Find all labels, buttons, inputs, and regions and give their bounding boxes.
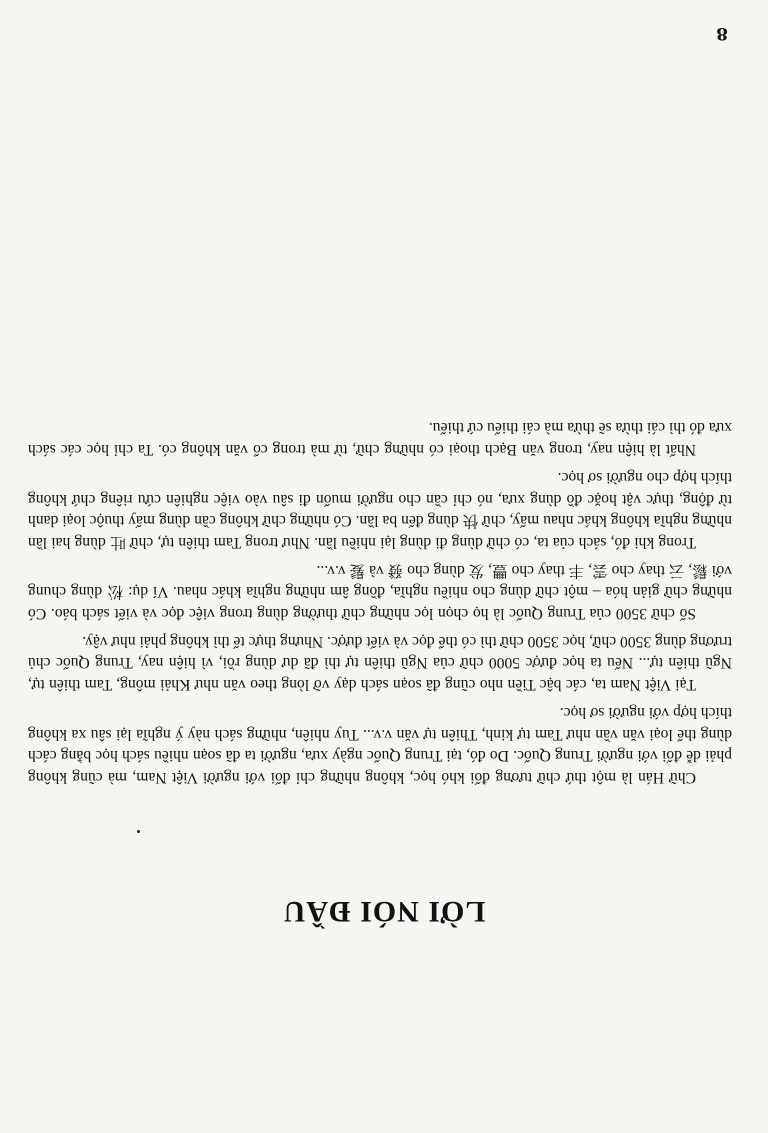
page-number: 8 <box>716 23 728 43</box>
paragraph: Tại Việt Nam ta, các bậc Tiền nho cũng đã soạn sách dạy vỡ lòng theo văn như Khải mông, Tam thiên tự, Ngũ thiên tự... Nếu ta học được 5000 chữ của Ngũ thiên tự thì đã dư dùng rồi, vì hiện nay, Trung Quốc chủ trương dùng 3500 chữ, học 3500 chữ thì có thể đọc và viết được. Nhưng thực tế thì không phải như vậy. <box>28 632 732 694</box>
page-title: LỜI NÓI ĐẦU <box>282 895 486 928</box>
paragraph: Nhất là hiện nay, trong văn Bạch thoại có những chữ, từ mà trong cổ văn không có. Ta chỉ học các sách xưa đó thì cái thừa sẽ thừa mà cái thiếu cứ thiếu. <box>28 419 732 459</box>
ink-dot <box>137 830 140 833</box>
paragraph: Trong khi đó, sách của ta, có chữ dùng đi dùng lại nhiều lần. Như trong Tam thiên tự, chữ 吐 dùng hai lần những nghĩa không khác nhau mấy, chữ 快 dùng đến ba lần. Có những chữ không cần dùng mấy thuộc loại danh từ động, thực vật hoặc đồ dùng xưa, nó chỉ cần cho người muốn đi sâu vào việc nghiên cứu riêng chứ không thích hợp cho người sơ học. <box>28 468 732 551</box>
body-text <box>28 417 732 788</box>
paragraph: Số chữ 3500 của Trung Quốc là họ chọn lọc những chữ thường dùng trong việc đọc và viết sách báo. Có những chữ giản hóa – một chữ dùng cho nhiều nghĩa, đồng âm những nghĩa khác nhau. Ví dụ: 松 dùng chung với 鬆, 云 thay cho 雲, 丰 thay cho 豐, 发 dùng cho 發 và 髮 v.v... <box>28 561 732 623</box>
paragraph: Chữ Hán là một thứ chữ tương đối khó học, không những chỉ đối với người Việt Nam, mà cũng không phải dễ đối với người Trung Quốc. Do đó, tại Trung Quốc ngày xưa, người ta đã soạn nhiều sách học bằng cách dùng thể loại văn vần như Tam tự kinh, Thiên tự văn v.v... Tuy nhiên, những sách này ý nghĩa lại sâu xa không thích hợp với người sơ học. <box>28 703 732 786</box>
